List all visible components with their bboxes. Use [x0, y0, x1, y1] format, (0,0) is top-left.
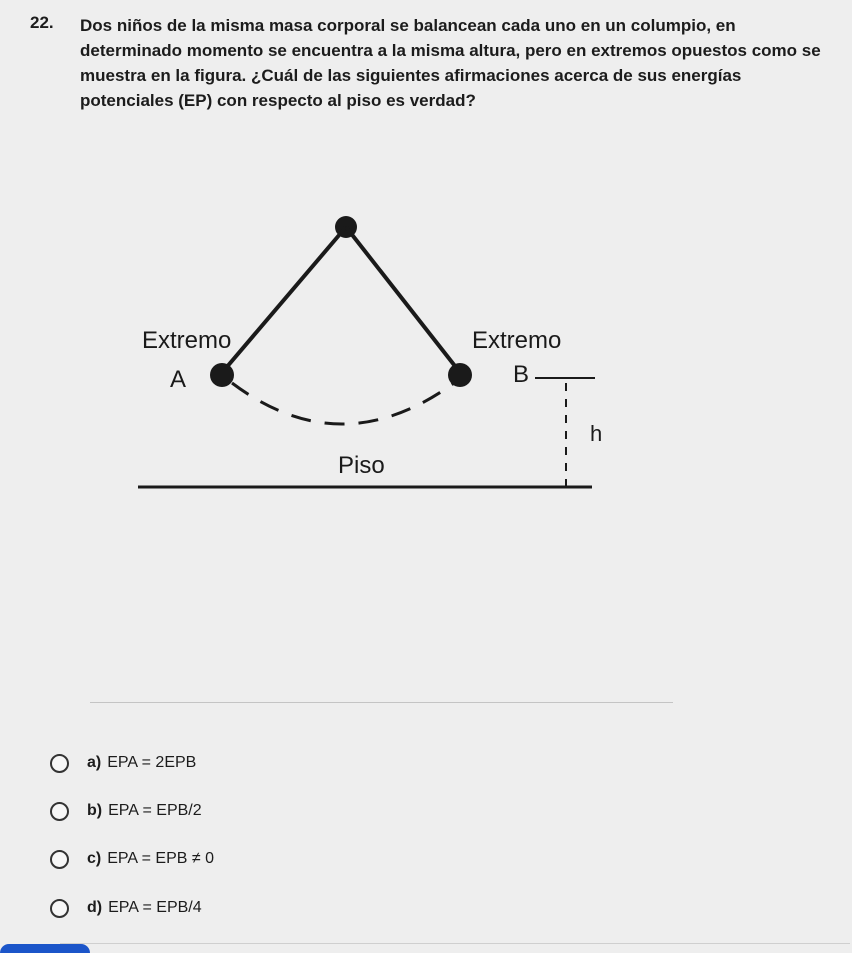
option-letter: d)	[87, 899, 103, 916]
option-c[interactable]	[50, 844, 214, 874]
radio-button-icon[interactable]	[50, 802, 69, 821]
option-text: EPA = EPB/2	[108, 802, 202, 819]
option-letter: c)	[87, 850, 102, 867]
string-b	[346, 227, 462, 375]
floor-label: Piso	[338, 452, 385, 479]
option-text: EPA = EPB/4	[108, 899, 202, 916]
swing-arc	[232, 383, 454, 424]
bob-b	[448, 363, 472, 387]
pendulum-figure	[120, 205, 620, 505]
point-a-label: A	[170, 366, 187, 393]
radio-button-icon[interactable]	[50, 850, 69, 869]
option-text: EPA = EPB ≠ 0	[107, 850, 214, 867]
option-a[interactable]	[50, 748, 196, 778]
option-text: EPA = 2EPB	[107, 754, 197, 771]
option-d[interactable]	[50, 893, 202, 923]
question-number: 22.	[30, 13, 54, 32]
question-text: Dos niños de la misma masa corporal se balancean cada uno en un columpio, en determinado momento se encuentra a la misma altura, pero en extremos opuestos como se muestra en la figura. ¿Cuál de las siguientes afirmaciones acerca de sus energías potenciales (EP) con respecto al piso es verdad?	[80, 16, 821, 110]
section-divider	[90, 702, 673, 703]
option-letter: b)	[87, 802, 103, 819]
bottom-divider	[60, 943, 850, 944]
option-letter: a)	[87, 754, 102, 771]
bob-a	[210, 363, 234, 387]
option-b[interactable]	[50, 796, 202, 826]
left-extreme-label: Extremo	[142, 327, 232, 354]
bottom-accent-bar	[0, 944, 90, 953]
radio-button-icon[interactable]	[50, 899, 69, 918]
string-a	[220, 227, 346, 375]
radio-button-icon[interactable]	[50, 754, 69, 773]
point-b-label: B	[513, 361, 530, 388]
height-label: h	[590, 421, 603, 446]
right-extreme-label: Extremo	[472, 327, 562, 354]
